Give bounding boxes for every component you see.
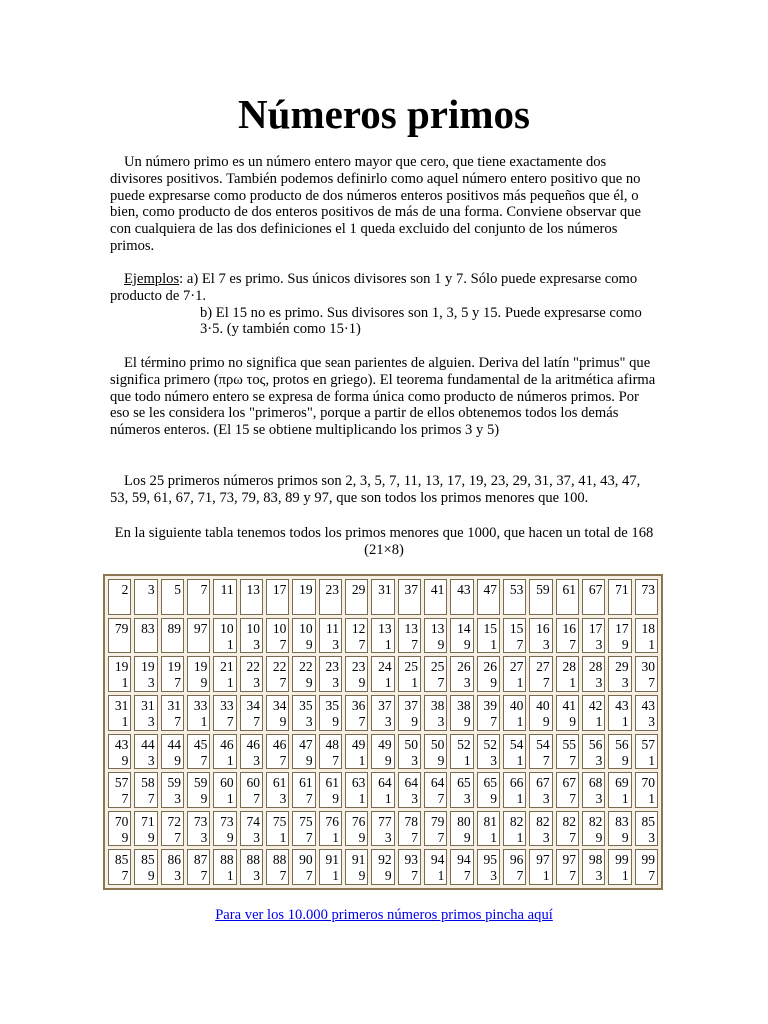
prime-cell: 547 <box>529 734 552 770</box>
prime-cell: 821 <box>503 811 526 847</box>
prime-cell: 193 <box>134 656 157 692</box>
prime-cell: 11 <box>213 579 236 615</box>
prime-cell: 907 <box>292 849 315 885</box>
prime-cell: 241 <box>371 656 394 692</box>
primes-grid <box>108 579 658 885</box>
prime-cell: 257 <box>424 656 447 692</box>
prime-cell: 643 <box>398 772 421 808</box>
prime-cell: 857 <box>108 849 131 885</box>
prime-cell: 797 <box>424 811 447 847</box>
prime-cell: 577 <box>108 772 131 808</box>
prime-cell: 109 <box>292 618 315 654</box>
prime-cell: 587 <box>134 772 157 808</box>
prime-cell: 599 <box>187 772 210 808</box>
prime-cell: 13 <box>240 579 263 615</box>
prime-cell: 659 <box>477 772 500 808</box>
prime-cell: 733 <box>187 811 210 847</box>
prime-cell: 41 <box>424 579 447 615</box>
prime-cell: 983 <box>582 849 605 885</box>
prime-cell: 271 <box>503 656 526 692</box>
prime-cell: 601 <box>213 772 236 808</box>
prime-cell: 347 <box>240 695 263 731</box>
prime-cell: 173 <box>582 618 605 654</box>
prime-cell: 509 <box>424 734 447 770</box>
prime-cell: 443 <box>134 734 157 770</box>
prime-cell: 863 <box>161 849 184 885</box>
prime-cell: 563 <box>582 734 605 770</box>
prime-cell: 281 <box>556 656 579 692</box>
prime-cell: 827 <box>556 811 579 847</box>
prime-cell: 919 <box>345 849 368 885</box>
prime-cell: 331 <box>187 695 210 731</box>
prime-cell: 479 <box>292 734 315 770</box>
prime-cell: 571 <box>635 734 658 770</box>
prime-cell: 211 <box>213 656 236 692</box>
prime-cell: 673 <box>529 772 552 808</box>
prime-cell: 29 <box>345 579 368 615</box>
prime-cell: 757 <box>292 811 315 847</box>
prime-cell: 67 <box>582 579 605 615</box>
prime-cell: 541 <box>503 734 526 770</box>
prime-cell: 7 <box>187 579 210 615</box>
prime-cell: 71 <box>608 579 631 615</box>
prime-cell: 349 <box>266 695 289 731</box>
prime-cell: 743 <box>240 811 263 847</box>
prime-cell: 19 <box>292 579 315 615</box>
prime-cell: 881 <box>213 849 236 885</box>
prime-cell: 701 <box>635 772 658 808</box>
prime-cell: 499 <box>371 734 394 770</box>
prime-cell: 283 <box>582 656 605 692</box>
prime-cell: 877 <box>187 849 210 885</box>
prime-cell: 971 <box>529 849 552 885</box>
prime-cell: 389 <box>450 695 473 731</box>
prime-cell: 113 <box>319 618 342 654</box>
prime-cell: 17 <box>266 579 289 615</box>
prime-cell: 43 <box>450 579 473 615</box>
prime-cell: 431 <box>608 695 631 731</box>
prime-cell: 487 <box>319 734 342 770</box>
prime-cell: 83 <box>134 618 157 654</box>
prime-cell: 439 <box>108 734 131 770</box>
prime-cell: 229 <box>292 656 315 692</box>
examples-paragraph <box>110 271 658 338</box>
prime-cell: 47 <box>477 579 500 615</box>
prime-cell: 139 <box>424 618 447 654</box>
primes-table <box>103 574 663 890</box>
prime-cell: 197 <box>161 656 184 692</box>
prime-cell: 991 <box>608 849 631 885</box>
prime-cell: 337 <box>213 695 236 731</box>
prime-cell: 263 <box>450 656 473 692</box>
prime-cell: 463 <box>240 734 263 770</box>
prime-cell: 461 <box>213 734 236 770</box>
prime-cell: 809 <box>450 811 473 847</box>
prime-cell: 859 <box>134 849 157 885</box>
prime-cell: 367 <box>345 695 368 731</box>
prime-cell: 719 <box>134 811 157 847</box>
prime-cell: 619 <box>319 772 342 808</box>
prime-cell: 937 <box>398 849 421 885</box>
prime-cell: 853 <box>635 811 658 847</box>
prime-cell: 401 <box>503 695 526 731</box>
prime-cell: 653 <box>450 772 473 808</box>
prime-cell: 641 <box>371 772 394 808</box>
prime-cell: 191 <box>108 656 131 692</box>
etymology-paragraph: El término primo no significa que sean parientes de alguien. Deriva del latín "primus" que significa primero (πρω τος, protos en griego). El teorema fundamental de la aritmética afirma que todo número entero se expresa de forma única como producto de números primos. Por eso se les considera los "primeros", porque a partir de ellos obtenemos todos los demás números enteros. (El 15 se obtiene multiplicando los primos 3 y 5) <box>110 355 656 439</box>
prime-cell: 647 <box>424 772 447 808</box>
page-title: Números primos <box>238 91 530 137</box>
prime-cell: 491 <box>345 734 368 770</box>
prime-cell: 313 <box>134 695 157 731</box>
first-primes-paragraph: Los 25 primeros números primos son 2, 3, 5, 7, 11, 13, 17, 19, 23, 29, 31, 37, 41, 43, 47, 53, 59, 61, 67, 71, 73, 79, 83, 89 y 97, que son todos los primos menores que 100. <box>110 473 641 506</box>
prime-cell: 887 <box>266 849 289 885</box>
prime-cell: 613 <box>266 772 289 808</box>
prime-cell: 103 <box>240 618 263 654</box>
prime-cell: 227 <box>266 656 289 692</box>
prime-cell: 31 <box>371 579 394 615</box>
prime-cell: 967 <box>503 849 526 885</box>
prime-cell: 661 <box>503 772 526 808</box>
prime-cell: 2 <box>108 579 131 615</box>
prime-cell: 181 <box>635 618 658 654</box>
prime-cell: 521 <box>450 734 473 770</box>
prime-cell: 787 <box>398 811 421 847</box>
prime-cell: 23 <box>319 579 342 615</box>
prime-cell: 269 <box>477 656 500 692</box>
table-caption: En la siguiente tabla tenemos todos los primos menores que 1000, que hacen un total de 168 (21×8) <box>114 525 654 558</box>
prime-cell: 379 <box>398 695 421 731</box>
prime-cell: 131 <box>371 618 394 654</box>
prime-cell: 617 <box>292 772 315 808</box>
prime-cell: 607 <box>240 772 263 808</box>
prime-cell: 293 <box>608 656 631 692</box>
prime-cell: 311 <box>108 695 131 731</box>
prime-cell: 37 <box>398 579 421 615</box>
definition-paragraph: Un número primo es un número entero mayor que cero, que tiene exactamente dos divisores positivos. También podemos definirlo como aquel número entero positivo que no puede expresarse como producto de dos números enteros positivos más pequeños que él, o bien, como producto de dos enteros positivos de más de una forma. Conviene observar que con cualquiera de las dos definiciones el 1 queda excluido del conjunto de los números primos. <box>110 154 641 254</box>
prime-cell: 911 <box>319 849 342 885</box>
prime-cell: 373 <box>371 695 394 731</box>
prime-cell: 89 <box>161 618 184 654</box>
prime-cell: 179 <box>608 618 631 654</box>
prime-cell: 199 <box>187 656 210 692</box>
prime-cell: 359 <box>319 695 342 731</box>
prime-cell: 137 <box>398 618 421 654</box>
prime-cell: 251 <box>398 656 421 692</box>
prime-cell: 691 <box>608 772 631 808</box>
prime-cell: 233 <box>319 656 342 692</box>
prime-cell: 3 <box>134 579 157 615</box>
prime-cell: 397 <box>477 695 500 731</box>
prime-cell: 739 <box>213 811 236 847</box>
prime-cell: 5 <box>161 579 184 615</box>
example-a-text: : a) El 7 es primo. Sus únicos divisores son 1 y 7. Sólo puede expresarse como producto de 7·1. <box>110 271 638 304</box>
prime-cell: 829 <box>582 811 605 847</box>
prime-cell: 107 <box>266 618 289 654</box>
prime-cell: 127 <box>345 618 368 654</box>
example-a-line <box>110 271 658 305</box>
prime-cell: 353 <box>292 695 315 731</box>
prime-cell: 503 <box>398 734 421 770</box>
prime-cell: 677 <box>556 772 579 808</box>
prime-cell: 97 <box>187 618 210 654</box>
prime-cell: 239 <box>345 656 368 692</box>
example-b-text: b) El 15 no es primo. Sus divisores son 1, 3, 5 y 15. Puede expresarse como 3·5. (y también como 15·1) <box>200 304 642 338</box>
prime-cell: 977 <box>556 849 579 885</box>
prime-cell: 223 <box>240 656 263 692</box>
prime-cell: 79 <box>108 618 131 654</box>
prime-cell: 709 <box>108 811 131 847</box>
prime-cell: 761 <box>319 811 342 847</box>
prime-cell: 383 <box>424 695 447 731</box>
prime-cell: 53 <box>503 579 526 615</box>
prime-cell: 167 <box>556 618 579 654</box>
prime-cell: 307 <box>635 656 658 692</box>
prime-cell: 929 <box>371 849 394 885</box>
prime-cell: 277 <box>529 656 552 692</box>
prime-cell: 467 <box>266 734 289 770</box>
prime-cell: 823 <box>529 811 552 847</box>
prime-cell: 157 <box>503 618 526 654</box>
prime-cell: 569 <box>608 734 631 770</box>
prime-cell: 61 <box>556 579 579 615</box>
prime-cell: 839 <box>608 811 631 847</box>
prime-cell: 727 <box>161 811 184 847</box>
prime-cell: 73 <box>635 579 658 615</box>
prime-cell: 317 <box>161 695 184 731</box>
prime-cell: 433 <box>635 695 658 731</box>
prime-cell: 59 <box>529 579 552 615</box>
prime-cell: 409 <box>529 695 552 731</box>
prime-cell: 149 <box>450 618 473 654</box>
prime-cell: 523 <box>477 734 500 770</box>
prime-cell: 421 <box>582 695 605 731</box>
prime-cell: 811 <box>477 811 500 847</box>
prime-cell: 751 <box>266 811 289 847</box>
prime-cell: 883 <box>240 849 263 885</box>
prime-cell: 683 <box>582 772 605 808</box>
prime-cell: 449 <box>161 734 184 770</box>
prime-cell: 769 <box>345 811 368 847</box>
prime-cell: 557 <box>556 734 579 770</box>
prime-cell: 101 <box>213 618 236 654</box>
prime-cell: 953 <box>477 849 500 885</box>
prime-cell: 941 <box>424 849 447 885</box>
prime-cell: 151 <box>477 618 500 654</box>
prime-cell: 419 <box>556 695 579 731</box>
more-primes-link[interactable]: Para ver los 10.000 primeros números primos pincha aquí <box>215 907 553 923</box>
examples-label: Ejemplos <box>124 271 180 287</box>
prime-cell: 947 <box>450 849 473 885</box>
prime-cell: 773 <box>371 811 394 847</box>
prime-cell: 997 <box>635 849 658 885</box>
prime-cell: 457 <box>187 734 210 770</box>
prime-cell: 631 <box>345 772 368 808</box>
prime-cell: 593 <box>161 772 184 808</box>
prime-cell: 163 <box>529 618 552 654</box>
